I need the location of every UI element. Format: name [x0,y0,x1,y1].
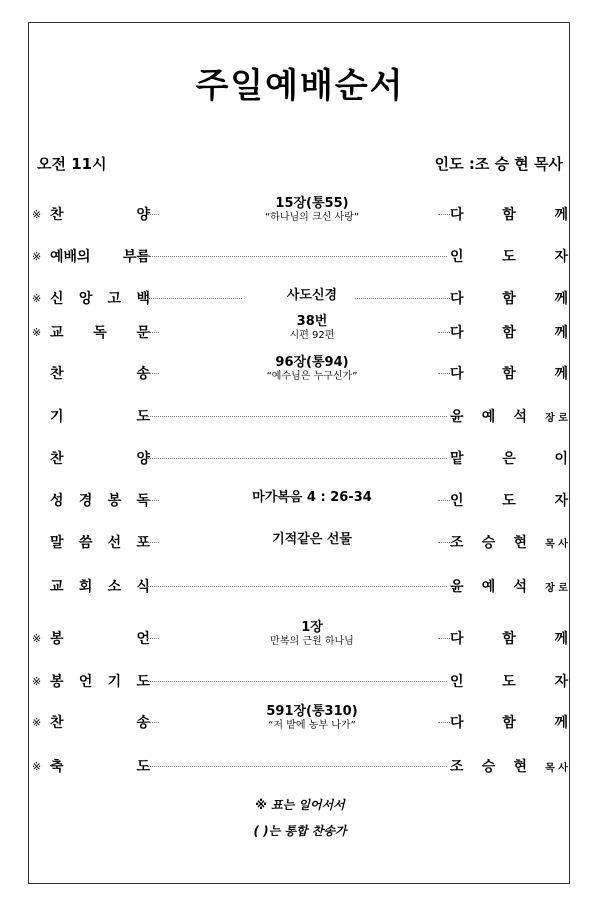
performer-char: 다 [450,325,464,341]
label-char: 도 [136,759,150,775]
order-item-label [50,532,150,552]
order-item-performer [450,756,568,776]
dot-leader [147,586,447,587]
label-char: 경 [78,493,93,509]
performer-char: 함 [502,207,516,223]
performer-char: 함 [502,366,516,382]
order-item-performer [450,490,568,510]
order-item [32,665,568,701]
order-item-main: 사도신경 [286,288,338,303]
order-item [32,484,568,520]
order-item-performer [450,628,568,648]
label-char: 포 [136,535,150,551]
dot-leader [438,214,450,215]
performer-char: 도 [502,249,516,265]
performer-char: 이 [554,451,568,467]
order-item-performer [450,406,568,426]
dot-leader [147,373,159,374]
performer-char: 께 [554,631,568,647]
label-char: 식 [136,579,150,595]
performer-char: 도 [502,674,516,690]
label-char: 독 [93,325,107,341]
dot-leader [147,542,159,543]
order-item [32,240,568,276]
label-char: 기 [50,409,64,425]
footnote-standing: ※ 표는 일어서서 [255,798,345,812]
standing-mark: ※ [32,760,42,773]
performer-char: 윤 [450,579,464,595]
performer-char: 자 [554,674,568,690]
order-item-label [50,322,150,342]
label-char: 언 [78,674,93,690]
dot-leader [147,458,447,459]
performer-char: 은 [502,451,516,467]
performer-char: 예 [481,409,496,425]
standing-mark: ※ [32,208,42,221]
order-item-performer [450,671,568,691]
performer-char: 승 [481,759,496,775]
label-char: 찬 [50,451,64,467]
label-char: 양 [136,207,150,223]
performer-char: 현 [513,535,527,551]
order-item-sub: 시편 92편 [289,330,335,341]
performer-char: 자 [554,493,568,509]
order-item [32,526,568,562]
performer-char: 다 [450,207,464,223]
label-char: 말 [50,535,64,551]
order-item-label [50,712,150,732]
label-char: 예배의 [50,249,91,265]
dot-leader [438,722,450,723]
label-char: 봉 [50,631,64,647]
order-item-content [187,355,437,383]
order-item-main: 38번 [296,314,328,329]
order-item-label [50,576,150,596]
standing-mark: ※ [32,250,42,263]
standing-mark: ※ [32,716,42,729]
order-item [32,706,568,742]
performer-char: 께 [554,366,568,382]
order-item-content [187,532,437,547]
label-char: 송 [136,366,150,382]
order-item [32,442,568,478]
label-char: 앙 [78,291,93,307]
performer-char: 윤 [450,409,464,425]
performer-char: 예 [481,579,496,595]
performer-char: 함 [502,325,516,341]
order-item-content [187,620,437,648]
order-item-performer [450,532,568,552]
performer-char: 함 [502,715,516,731]
order-item-label [50,756,150,776]
label-char: 신 [50,291,64,307]
dot-leader [147,500,159,501]
performer-char: 석 [513,579,527,595]
dot-leader [147,416,447,417]
order-item [32,316,568,352]
order-item-sub: “저 밭에 농부 나가” [268,720,356,731]
label-char: 문 [136,325,150,341]
order-item-label [50,406,150,426]
order-item-content [187,314,437,342]
performer-char: 함 [502,631,516,647]
service-time: 오전 11시 [37,155,107,173]
order-item [32,400,568,436]
standing-mark: ※ [32,292,42,305]
footnote-hymnal: ( )는 통합 찬송가 [253,824,347,838]
performer-char: 께 [554,291,568,307]
order-item-label [50,204,150,224]
performer-char: 다 [450,631,464,647]
order-item [32,282,568,318]
order-item [32,622,568,658]
performer-title: 장 로 [545,413,568,424]
label-char: 독 [136,493,150,509]
label-char: 양 [136,451,150,467]
dot-leader [147,722,159,723]
performer-char: 다 [450,291,464,307]
performer-char: 다 [450,366,464,382]
order-item-label [50,363,150,383]
dot-leader [438,373,450,374]
label-char: 봉 [50,674,64,690]
label-char: 도 [136,674,150,690]
order-item-performer [450,288,568,308]
dot-leader [147,256,447,257]
service-leader: 인도 :조 승 현 목사 [434,155,563,173]
label-char: 찬 [50,366,64,382]
order-item [32,570,568,606]
dot-leader [147,681,447,682]
dot-leader [438,638,450,639]
order-item-main: 96장(통94) [275,355,349,370]
performer-char: 조 [450,759,464,775]
order-item [32,357,568,393]
label-char: 찬 [50,207,64,223]
order-item [32,750,568,786]
label-char: 선 [107,535,122,551]
label-char: 씀 [78,535,93,551]
dot-leader [438,332,450,333]
order-item-sub: “하나님의 크신 사랑” [265,212,359,223]
performer-char: 함 [502,291,516,307]
order-item-main: 591장(통310) [266,704,358,719]
page-title: 주일예배순서 [195,66,405,106]
performer-title: 목 사 [545,763,568,774]
order-item-sub: “예수님은 누구신가” [266,371,358,382]
label-char: 회 [78,579,93,595]
label-char: 백 [136,291,150,307]
dot-leader [147,766,447,767]
dot-leader [147,638,159,639]
order-item-performer [450,712,568,732]
performer-char: 께 [554,325,568,341]
order-item-content [187,196,437,224]
order-item-main: 1장 [301,620,323,635]
order-item-performer [450,363,568,383]
order-item-performer [450,204,568,224]
performer-char: 현 [513,759,527,775]
dot-leader [438,500,450,501]
dot-leader [147,214,159,215]
performer-char: 승 [481,535,496,551]
order-item-label [50,628,150,648]
order-item-label [50,246,150,266]
label-char: 기 [107,674,122,690]
performer-char: 께 [554,207,568,223]
label-char: 소 [107,579,122,595]
performer-char: 께 [554,715,568,731]
performer-char: 인 [450,674,464,690]
performer-char: 다 [450,715,464,731]
label-char: 교 [50,579,64,595]
performer-char: 인 [450,493,464,509]
order-item-label [50,490,150,510]
label-char: 언 [136,631,150,647]
label-char: 송 [136,715,150,731]
order-item-label [50,288,150,308]
label-char: 부름 [122,249,150,265]
order-item-main: 15장(통55) [275,196,349,211]
order-item-label [50,448,150,468]
order-item-performer [450,246,568,266]
performer-title: 목 사 [545,539,568,550]
performer-char: 인 [450,249,464,265]
label-char: 찬 [50,715,64,731]
performer-char: 도 [502,493,516,509]
order-item [32,198,568,234]
dot-leader [147,332,159,333]
order-item-sub: 만복의 근원 하나님 [270,636,354,647]
order-item-performer [450,448,568,468]
label-char: 성 [50,493,64,509]
label-char: 봉 [107,493,122,509]
dot-leader [438,542,450,543]
order-item-main: 마가복음 4 : 26-34 [252,490,372,505]
performer-char: 맡 [450,451,464,467]
order-item-content [187,490,437,505]
order-item-performer [450,576,568,596]
standing-mark: ※ [32,326,42,339]
order-item-performer [450,322,568,342]
label-char: 고 [107,291,122,307]
performer-char: 석 [513,409,527,425]
order-item-main: 기적같은 선물 [272,532,352,547]
performer-title: 장 로 [545,583,568,594]
performer-char: 조 [450,535,464,551]
label-char: 교 [50,325,64,341]
order-item-label [50,671,150,691]
order-item-content [187,288,437,303]
performer-char: 자 [554,249,568,265]
standing-mark: ※ [32,632,42,645]
order-item-content [187,704,437,732]
label-char: 축 [50,759,64,775]
label-char: 도 [136,409,150,425]
standing-mark: ※ [32,675,42,688]
